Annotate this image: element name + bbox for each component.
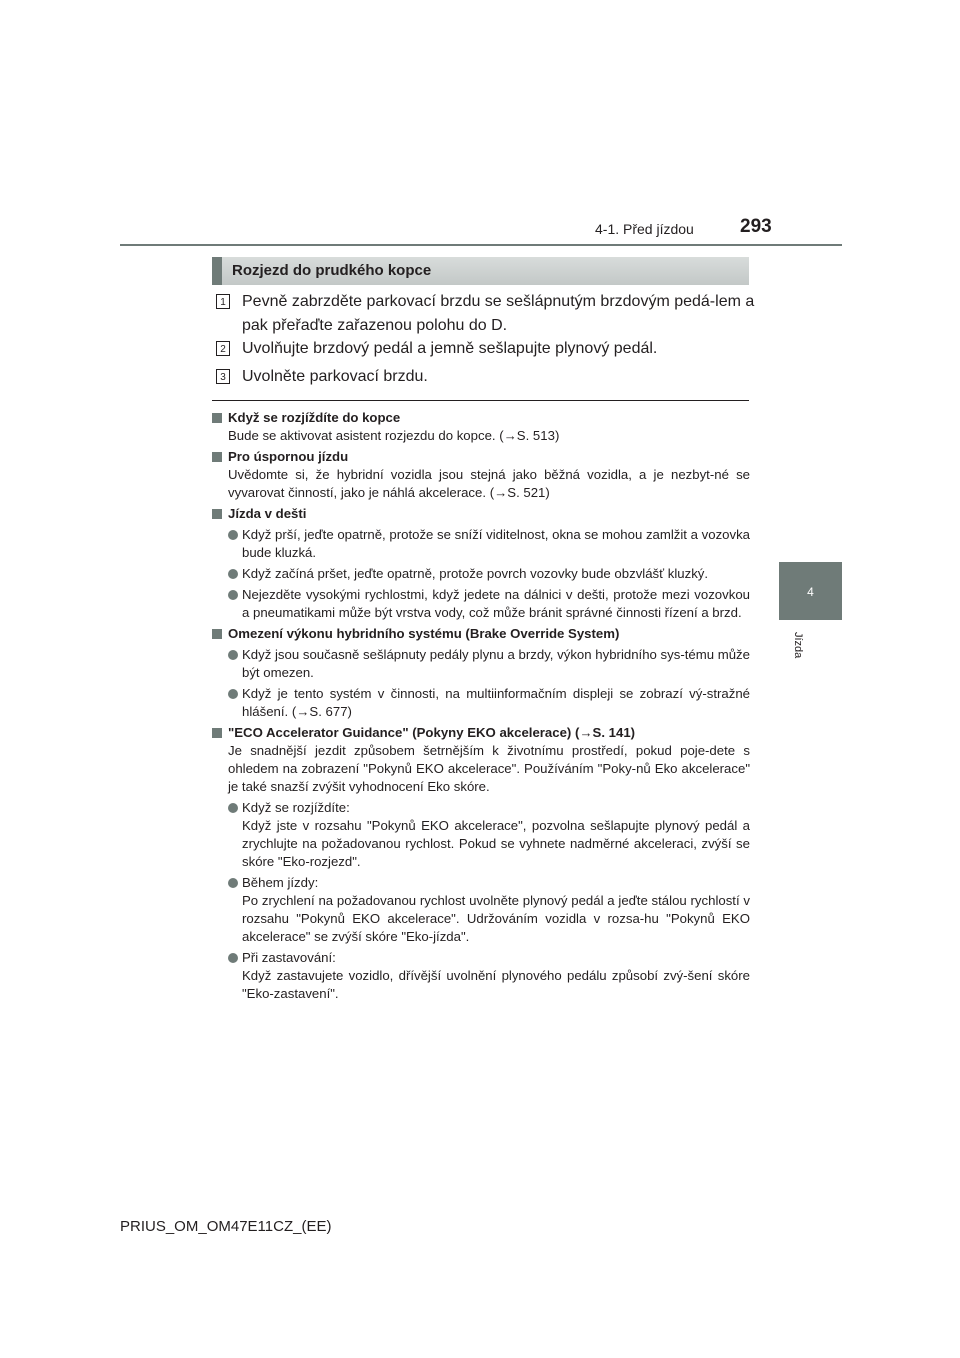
note-heading-text: Když se rozjíždíte do kopce [228,410,401,425]
note-body: Uvědomte si, že hybridní vozidla jsou stejná jako běžná vozidla, a je nezbyt-né se vyvarovat činností, jako je náhlá akcelerace. (→S. 521) [228,467,750,500]
circle-bullet-icon [228,530,238,540]
chapter-side-label [792,628,804,668]
note-heading-text: "ECO Accelerator Guidance" (Pokyny EKO akcelerace) (→S. 141) [228,725,636,740]
bullet-text: Když jste v rozsahu "Pokynů EKO akcelerace", pozvolna sešlapujte plynový pedál a zrychlujte na požadovanou rychlost. Pokud se vyhnete nadměrné akceleraci, zvýší se skóre "Eko-rozjezd". [242,818,750,869]
bullet-title: Během jízdy: [242,875,319,890]
note [212,625,750,721]
bullet-item [228,586,750,622]
step-3 [216,365,756,389]
circle-bullet-icon [228,689,238,699]
chapter-name: Jízda [792,632,804,659]
bullet-text: Když jsou současně sešlápnuty pedály plynu a brzdy, výkon hybridního sys-tému může být omezen. [242,647,750,680]
bullet-text: Když začíná pršet, jeďte opatrně, protože povrch vozovky bude obzvlášť kluzký. [242,566,709,581]
note-heading-text: Pro úspornou jízdu [228,449,349,464]
bullet-text: Když je tento systém v činnosti, na multiinformačním displeji se zobrazí vý-stražné hlášení. (→S. 677) [242,686,750,719]
circle-bullet-icon [228,590,238,600]
circle-bullet-icon [228,803,238,813]
bullet-item [228,526,750,562]
circle-bullet-icon [228,953,238,963]
box-title: Rozjezd do prudkého kopce [212,257,749,285]
step-number: 1 [216,294,230,309]
bullet-item [228,799,750,871]
square-bullet-icon [212,629,222,639]
circle-bullet-icon [228,569,238,579]
note-heading [212,724,750,742]
step-number: 2 [216,341,230,356]
page-number: 293 [740,216,772,237]
chapter-tab [779,562,842,620]
note-heading [212,448,750,466]
step-text: Uvolněte parkovací brzdu. [242,368,428,385]
bullet-text: Když prší, jeďte opatrně, protože se sníží viditelnost, okna se mohou zamlžit a vozovka bude kluzká. [242,527,751,560]
note [212,505,750,622]
note-heading [212,625,750,643]
footer-code: PRIUS_OM_OM47E11CZ_(EE) [120,1218,332,1235]
bullet-item [228,685,750,721]
square-bullet-icon [212,413,222,423]
bullet-title: Když se rozjíždíte: [242,800,350,815]
step-number: 3 [216,369,230,384]
circle-bullet-icon [228,878,238,888]
step-1 [216,290,756,338]
note-body: Je snadnější jezdit způsobem šetrnějším k životnímu prostředí, pokud poje-dete s ohledem na zobrazení "Pokynů EKO akcelerace". Používáním "Poky-nů Eko akcelerace" je také snazší zvýšit vyhodnocení Eko skóre. [228,743,750,794]
bullet-item [228,874,750,946]
bullet-item [228,949,750,1003]
note [212,448,750,502]
note-heading [212,505,750,523]
note-heading-text: Omezení výkonu hybridního systému (Brake Override System) [228,626,620,641]
notes-section [212,406,750,1003]
note-heading [212,409,750,427]
divider [212,400,749,401]
bullet-text: Nejezděte vysokými rychlostmi, když jedete na dálnici v dešti, protože mezi vozovkou a pneumatikami může být vrstva vody, což může bránit správné činnosti řízení a brzd. [242,587,750,620]
step-text: Uvolňujte brzdový pedál a jemně sešlapujte plynový pedál. [242,340,658,357]
note-heading-text: Jízda v dešti [228,506,307,521]
chapter-number: 4 [807,585,814,599]
bullet-text: Když zastavujete vozidlo, dřívější uvolnění plynového pedálu způsobí zvý-šení skóre "Eko-zastavení". [242,968,750,1001]
note [212,724,750,1003]
square-bullet-icon [212,728,222,738]
bullet-item [228,565,750,583]
bullet-title: Při zastavování: [242,950,336,965]
square-bullet-icon [212,452,222,462]
section-label: 4-1. Před jízdou [595,221,694,237]
circle-bullet-icon [228,650,238,660]
note-body: Bude se aktivovat asistent rozjezdu do kopce. (→S. 513) [228,428,560,443]
step-2 [216,337,756,361]
header-rule [120,244,842,246]
bullet-item [228,646,750,682]
note [212,409,750,445]
step-text: Pevně zabrzděte parkovací brzdu se sešlápnutým brzdovým pedá-lem a pak přeřaďte zařazenou polohu do D. [242,293,755,334]
bullet-text: Po zrychlení na požadovanou rychlost uvolněte plynový pedál a jeďte stálou rychlostí v rozsahu "Pokynů EKO akcelerace". Udržováním vozidla v rozsa-hu "Pokynů EKO akcelerace" se zvýší skóre "Eko-jízda". [242,893,750,944]
square-bullet-icon [212,509,222,519]
